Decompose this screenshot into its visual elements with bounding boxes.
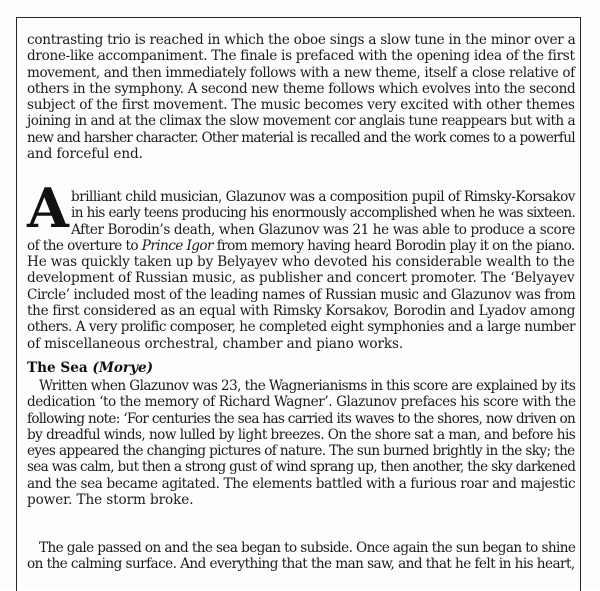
text-line: power. The storm broke.	[27, 492, 194, 509]
text-line: and forceful end.	[27, 146, 143, 163]
text-line: contrasting trio is reached in which the oboe sings a slow tune in the minor over a	[27, 32, 576, 48]
paragraph-the-sea-continued	[27, 540, 575, 573]
text-line: and the sea became agitated. The elements battled with a furious roar and majestic	[27, 475, 576, 492]
text-line: others in the symphony. A second new theme follows which evolves into the second	[27, 80, 576, 97]
text-line: sea was calm, but then a strong gust of wind sprang up, then another, the sky darkened	[27, 459, 576, 476]
text-line: on the calming surface. And everything that the man saw, and that he felt in his heart,	[27, 556, 575, 573]
text-line: in his early teens producing his enormously accomplished when he was sixteen.	[71, 205, 576, 222]
section-heading	[27, 360, 153, 376]
text-line: following note: ‘For centuries the sea has carried its waves to the shores, now driven on	[27, 410, 576, 427]
text-line: drone-like accompaniment. The finale is prefaced with the opening idea of the first	[27, 48, 575, 65]
heading-title: The Sea	[27, 360, 88, 376]
text-line: by dreadful winds, now lulled by light breezes. On the shore sat a man, and before his	[27, 426, 576, 443]
paragraph-the-sea-intro	[27, 378, 575, 508]
text-line: brilliant child musician, Glazunov was a composition pupil of Rimsky-Korsakov	[71, 189, 575, 205]
text-line: movement, and then immediately follows with a new theme, itself a close relative of	[27, 64, 575, 81]
text-line: eyes appeared the changing pictures of nature. The sun burned brightly in the sky; the	[27, 443, 575, 460]
text-line: subject of the first movement. The music becomes very excited with other themes	[27, 97, 575, 114]
text-line: Circle’ included most of the leading names of Russian music and Glazunov was from	[27, 286, 576, 303]
text-line: Written when Glazunov was 23, the Wagnerianisms in this score are explained by its	[39, 378, 576, 394]
text-line: of miscellaneous orchestral, chamber and piano works.	[27, 335, 404, 352]
text-line: the first considered as an equal with Rimsky Korsakov, Borodin and Lyadov among	[27, 303, 576, 320]
text-line: dedication ‘to the memory of Richard Wagner’. Glazunov prefaces his score with the	[27, 394, 576, 411]
text-line: After Borodin’s death, when Glazunov was 21 he was able to produce a score	[71, 221, 576, 238]
text-line: He was quickly taken up by Belyayev who devoted his considerable wealth to the	[27, 254, 575, 271]
text-line: new and harsher character. Other material is recalled and the work comes to a powerful	[27, 129, 575, 146]
text-line: joining in and at the climax the slow movement cor anglais tune reappears but with a	[27, 113, 576, 130]
text-line: of the overture to Prince Igor from memory having heard Borodin play it on the piano.	[27, 237, 575, 254]
heading-subtitle: (Morye)	[92, 360, 154, 376]
text-line: The gale passed on and the sea began to subside. Once again the sun began to shine	[39, 540, 576, 556]
paragraph-symphony-finale	[27, 32, 575, 162]
drop-cap: A	[27, 176, 69, 240]
text-line: development of Russian music, as publisher and concert promoter. The ‘Belyayev	[27, 270, 575, 287]
paragraph-glazunov-biography	[27, 189, 575, 352]
text-line: others. A very prolific composer, he completed eight symphonies and a large number	[27, 319, 576, 336]
